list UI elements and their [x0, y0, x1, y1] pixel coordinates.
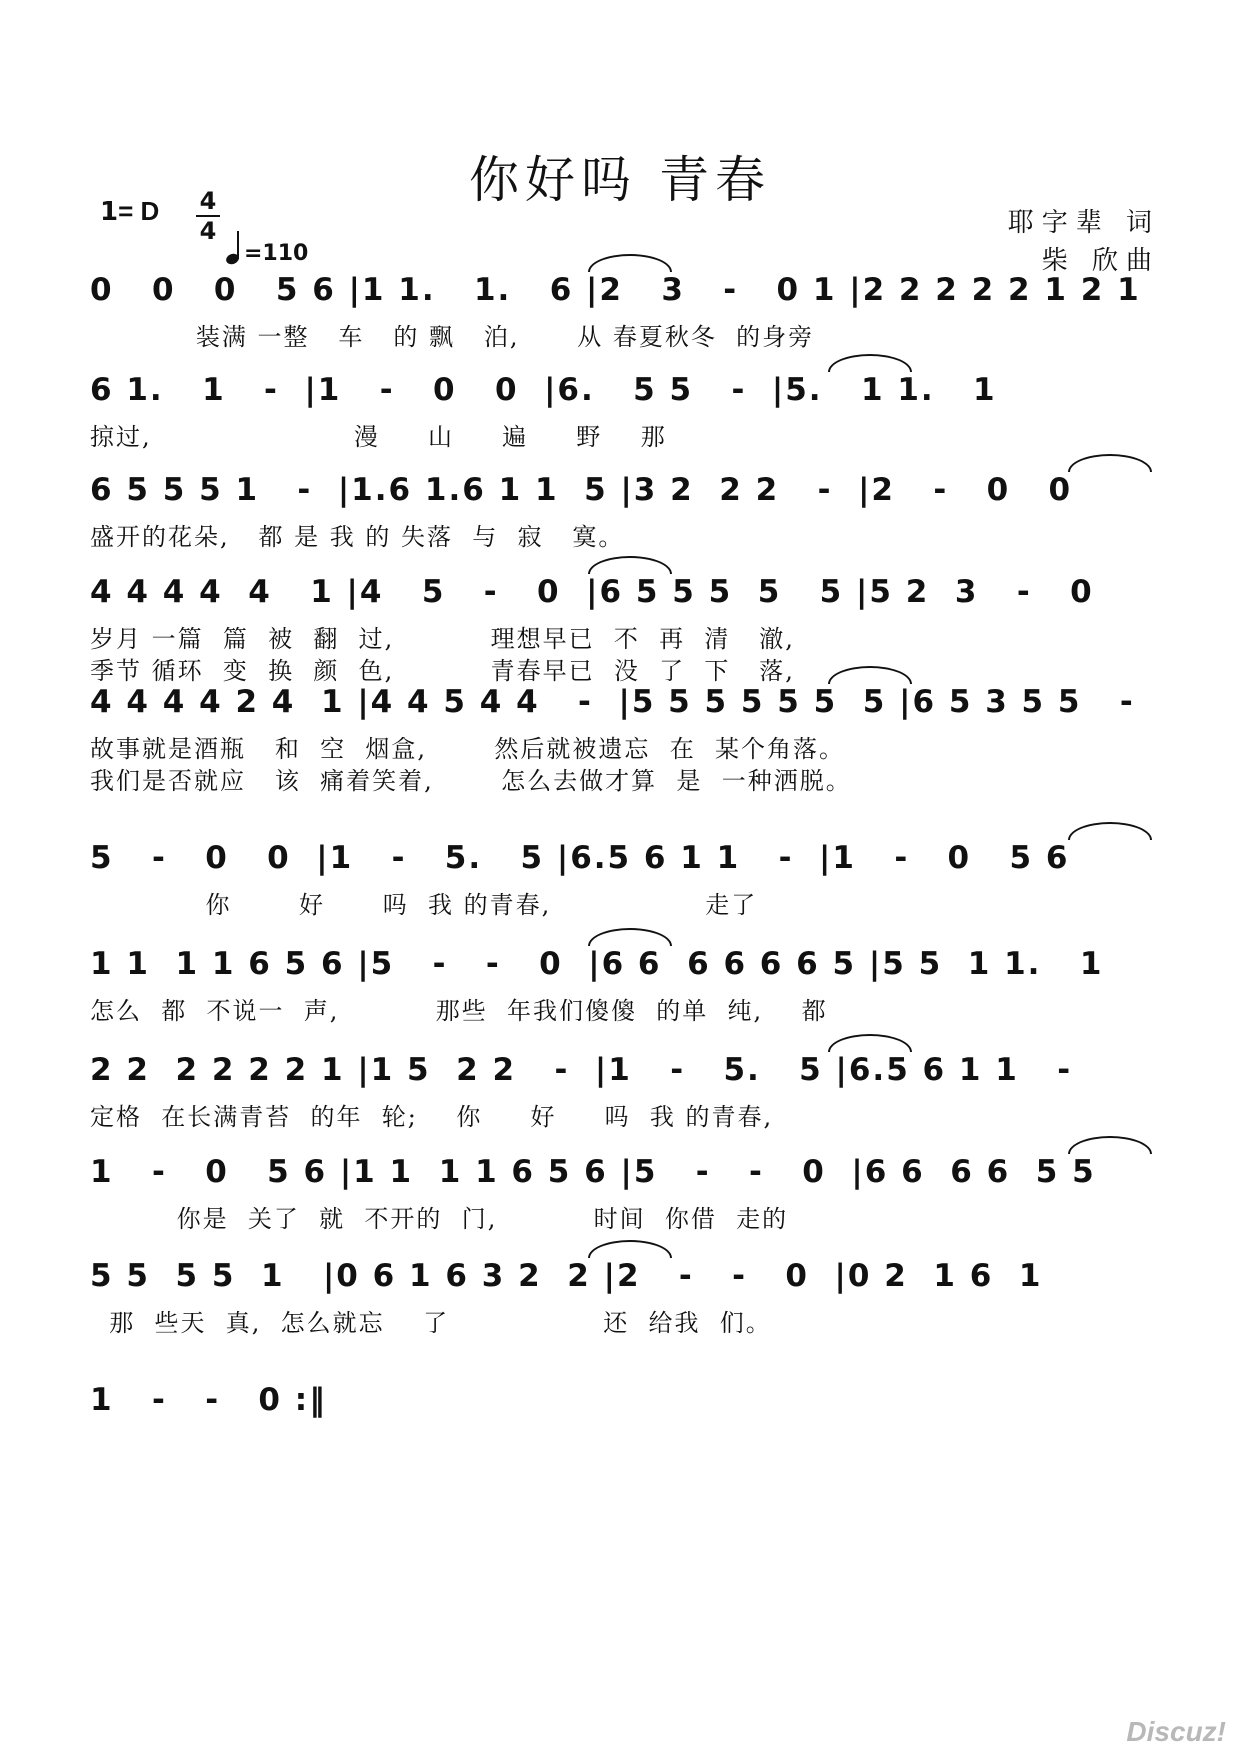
composer-credit: 柴 欣曲 [1041, 246, 1160, 276]
lyric-row: 故事就是酒瓶 和 空 烟盒, 然后就被遗忘 在 某个角落。 [90, 735, 845, 763]
notes-row: 6 5 5 5 1 - |1.6 1.6 1 1 5 |3 2 2 2 - |2 - 0 0 [90, 472, 1073, 508]
tie-arc [1068, 1136, 1152, 1154]
meter-top: 4 [199, 187, 217, 215]
tie-arc [588, 556, 672, 574]
notes-row: 5 - 0 0 |1 - 5. 5 |6.5 6 1 1 - |1 - 0 5 6 [90, 840, 1070, 876]
lyric-row: 装满 一整 车 的 飘 泊, 从 春夏秋冬 的身旁 [90, 323, 815, 351]
lyric-row: 怎么 都 不说一 声, 那些 年我们傻傻 的单 纯, 都 [90, 997, 828, 1025]
tie-arc [828, 354, 912, 372]
lyric-row: 季节 循环 变 换 颜 色, 青春早已 没 了 下 落, [90, 657, 795, 685]
lyric-row: 定格 在长满青苔 的年 轮; 你 好 吗 我 的青春, [90, 1103, 774, 1131]
notes-row: 2 2 2 2 2 2 1 |1 5 2 2 - |1 - 5. 5 |6.5 6 1 1 - [90, 1052, 1073, 1088]
tie-arc [828, 1034, 912, 1052]
notes-row: 4 4 4 4 2 4 1 |4 4 5 4 4 - |5 5 5 5 5 5 5 |6 5 3 5 5 - [90, 684, 1135, 720]
song-title: 你好吗 青春 [469, 151, 771, 209]
watermark: Discuz! [1126, 1716, 1226, 1747]
tie-arc [588, 928, 672, 946]
notes-row: 1 - - 0 :‖ [90, 1382, 327, 1418]
notes-row: 4 4 4 4 4 1 |4 5 - 0 |6 5 5 5 5 5 |5 2 3 - 0 [90, 574, 1094, 610]
meter-bottom: 4 [199, 217, 217, 245]
tie-arc [1068, 454, 1152, 472]
notes-row: 6 1. 1 - |1 - 0 0 |6. 5 5 - |5. 1 1. 1 [90, 372, 997, 408]
key-letter: = D [118, 196, 160, 226]
tie-arc [1068, 822, 1152, 840]
notes-row: 5 5 5 5 1 |0 6 1 6 3 2 2 |2 - - 0 |0 2 1 6 1 [90, 1258, 1043, 1294]
notes-row: 1 1 1 1 6 5 6 |5 - - 0 |6 6 6 6 6 6 5 |5 5 1 1. 1 [90, 946, 1104, 982]
lyric-row: 掠过, 漫 山 遍 野 那 [90, 423, 667, 451]
lyric-row: 你 好 吗 我 的青春, 走了 [90, 891, 758, 919]
notes-row: 1 - 0 5 6 |1 1 1 1 6 5 6 |5 - - 0 |6 6 6 6 5 5 [90, 1154, 1096, 1190]
lyric-row: 我们是否就应 该 痛着笑着, 怎么去做才算 是 一种洒脱。 [90, 767, 852, 795]
lyric-row: 岁月 一篇 篇 被 翻 过, 理想早已 不 再 清 澈, [90, 625, 795, 653]
lyric-row: 盛开的花朵, 都 是 我 的 失落 与 寂 寞。 [90, 523, 625, 551]
tie-arc [588, 254, 672, 272]
notes-row: 0 0 0 5 6 |1 1. 1. 6 |2 3 - 0 1 |2 2 2 2 2 1 2 1 [90, 272, 1141, 308]
tempo-marking [226, 236, 308, 266]
time-signature [196, 188, 220, 244]
tempo-value: =110 [244, 241, 309, 266]
tie-arc [588, 1240, 672, 1258]
lyric-row: 那 些天 真, 怎么就忘 了 还 给我 们。 [90, 1309, 772, 1337]
key-signature [100, 196, 159, 227]
lyric-row: 你是 关了 就 不开的 门, 时间 你借 走的 [90, 1205, 789, 1233]
key-one: 1 [100, 197, 119, 227]
quarter-note-icon [226, 236, 244, 266]
lyricist-credit: 耶字辈 词 [1007, 208, 1160, 238]
